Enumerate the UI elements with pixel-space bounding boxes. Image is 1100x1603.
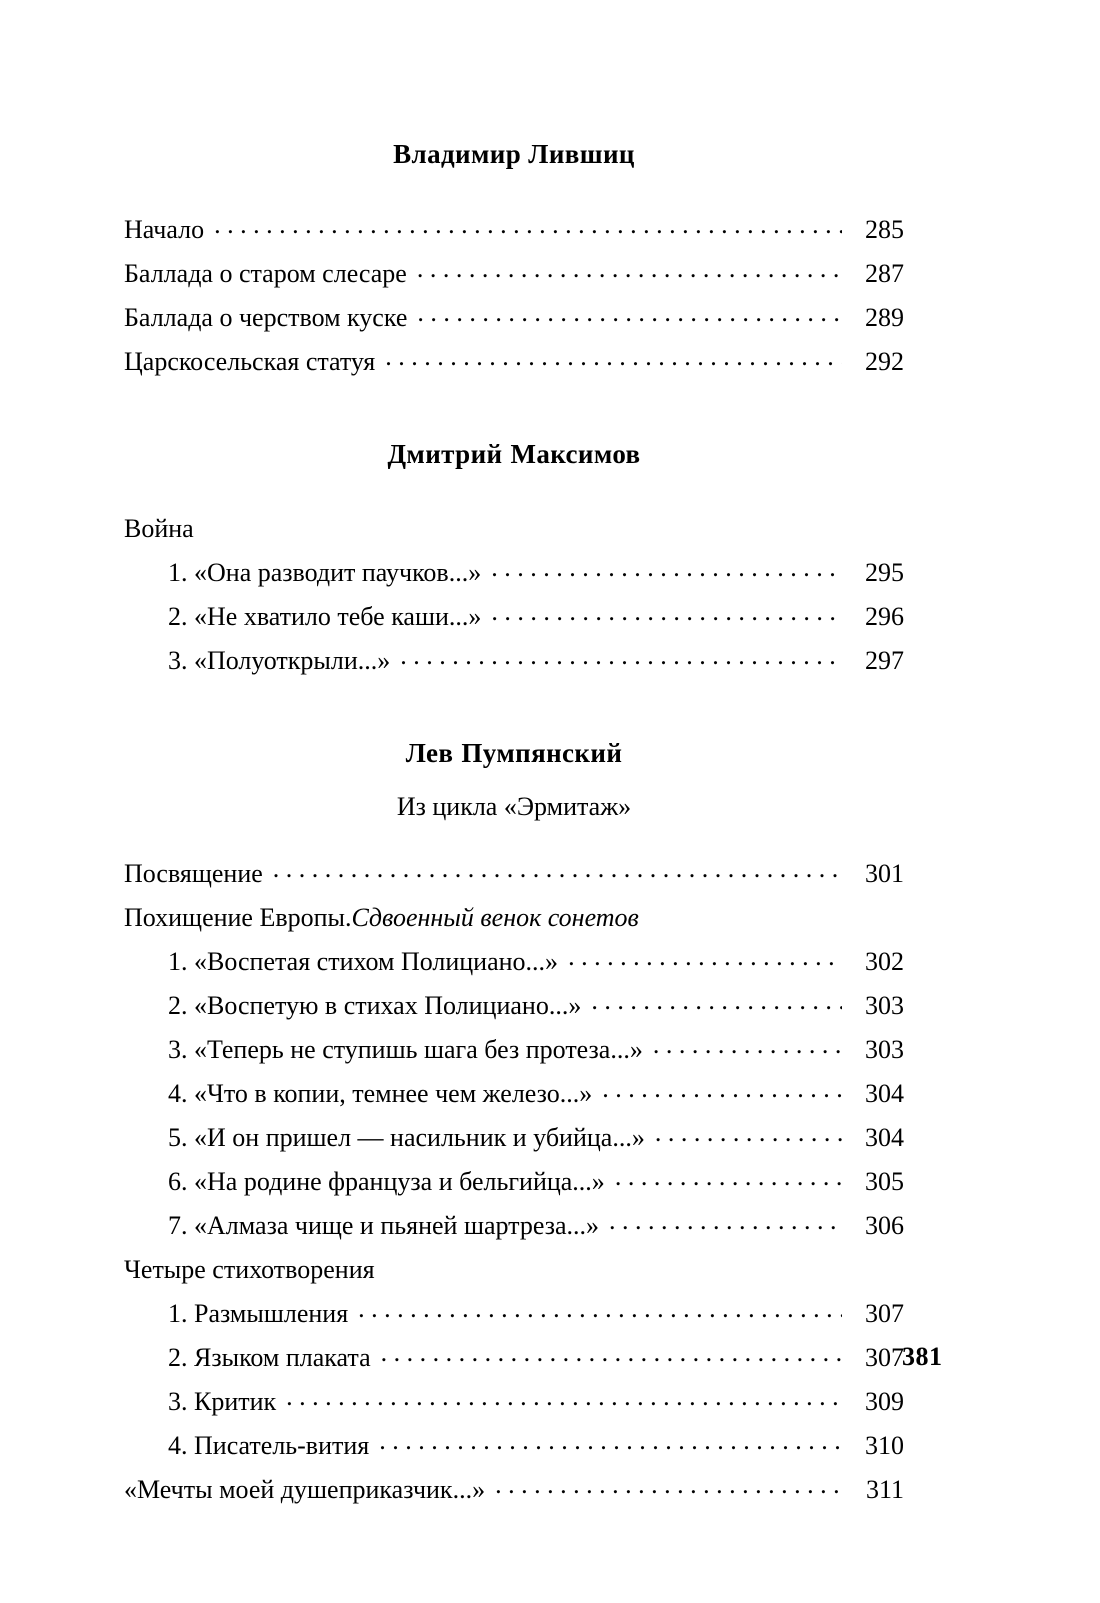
dot-leader	[568, 944, 842, 970]
toc-entry[interactable]	[124, 1468, 904, 1512]
page-folio: 381	[902, 1342, 943, 1371]
toc-entry-title: Война	[124, 514, 194, 544]
toc-entry-page: 287	[865, 258, 904, 288]
author-heading: Лев Пумпянский	[405, 738, 623, 769]
dot-leader	[615, 1164, 842, 1190]
author-heading: Владимир Лившиц	[393, 139, 635, 169]
toc-entry-page: 304	[865, 1122, 904, 1152]
toc-entry-page: 311	[865, 1474, 904, 1504]
toc-entry[interactable]	[124, 896, 904, 940]
toc-entry-page: 305	[865, 1166, 904, 1196]
dot-leader	[273, 856, 842, 882]
toc-entry[interactable]	[124, 1380, 904, 1424]
toc-entry-title: Начало	[124, 214, 205, 244]
toc-entry-title: 3. «Полуоткрыли...»	[168, 646, 391, 676]
toc-entry-title: 2. «Воспетую в стихах Полициано...»	[168, 990, 582, 1020]
toc-entry-page: 304	[865, 1078, 904, 1108]
heading-spacer	[124, 170, 904, 208]
toc-entry[interactable]	[124, 639, 904, 683]
toc-entry[interactable]	[124, 940, 904, 984]
toc-entry[interactable]	[124, 1160, 904, 1204]
toc-entry[interactable]	[124, 340, 904, 384]
toc-entry-page: 309	[865, 1386, 904, 1416]
dot-leader	[655, 1120, 842, 1146]
toc-entry-page: 310	[865, 1430, 904, 1460]
section-spacer	[124, 384, 904, 440]
toc-entry-title: Четыре стихотворения	[124, 1254, 375, 1284]
toc-entry-page: 303	[865, 990, 904, 1020]
toc-entry[interactable]	[124, 1028, 904, 1072]
dot-leader	[495, 1472, 842, 1498]
toc-entry-page: 307	[865, 1342, 904, 1372]
toc-entry-title: 3. «Теперь не ступишь шага без протеза...»	[168, 1034, 643, 1064]
dot-leader	[653, 1032, 842, 1058]
dot-leader	[491, 555, 842, 581]
toc-entry-title: 2. «Не хватило тебе каши...»	[168, 602, 482, 632]
toc-entry-page: 303	[865, 1034, 904, 1064]
toc-entry[interactable]	[124, 507, 904, 551]
dot-leader	[417, 256, 842, 282]
toc-entry[interactable]	[124, 984, 904, 1028]
toc-entry[interactable]	[124, 1204, 904, 1248]
toc-entry-page: 302	[865, 946, 904, 976]
dot-leader	[602, 1076, 842, 1102]
toc-entry[interactable]	[124, 208, 904, 252]
dot-leader	[385, 344, 842, 370]
cycle-title: Из цикла «Эрмитаж»	[396, 792, 632, 822]
toc-entry-subtitle-italic: Сдвоенный венок сонетов	[351, 902, 639, 932]
toc-entry-title: 6. «На родине француза и бельгийца...»	[168, 1166, 605, 1196]
dot-leader	[417, 300, 842, 326]
toc-entry[interactable]	[124, 1072, 904, 1116]
toc-entry-title: Похищение Европы.	[124, 902, 352, 932]
toc-entry-title: Посвящение	[124, 858, 263, 888]
toc-entry-page: 297	[865, 646, 904, 676]
toc-entry[interactable]	[124, 252, 904, 296]
toc-entry[interactable]	[124, 1248, 904, 1292]
toc-entry-title: 3. Критик	[168, 1386, 277, 1416]
toc-entry[interactable]	[124, 1292, 904, 1336]
toc-entry-title: Царскосельская статуя	[124, 346, 376, 376]
toc-entry[interactable]	[124, 551, 904, 595]
toc-entry-title: 4. Писатель-вития	[168, 1430, 370, 1460]
dot-leader	[491, 599, 842, 625]
toc-entry-title: 2. Языком плаката	[168, 1342, 371, 1372]
toc-entry-page: 289	[865, 302, 904, 332]
toc-body	[124, 140, 904, 1512]
dot-leader	[214, 212, 842, 238]
toc-entry-page: 295	[865, 558, 904, 588]
toc-entry-title: 1. «Она разводит паучков...»	[168, 558, 482, 588]
dot-leader	[358, 1296, 842, 1322]
toc-entry[interactable]	[124, 852, 904, 896]
dot-leader	[400, 643, 842, 669]
toc-entry-page: 306	[865, 1210, 904, 1240]
toc-entry[interactable]	[124, 296, 904, 340]
toc-entry[interactable]	[124, 1336, 904, 1380]
toc-entry-title: «Мечты моей душеприказчик...»	[124, 1474, 486, 1504]
toc-entry-title: Баллада о старом слесаре	[124, 258, 407, 288]
dot-leader	[609, 1208, 842, 1234]
cycle-spacer	[124, 769, 904, 793]
heading-spacer	[124, 822, 904, 852]
dot-leader	[286, 1384, 842, 1410]
dot-leader	[381, 1340, 842, 1366]
toc-entry-title: 7. «Алмаза чище и пьяней шартреза...»	[168, 1210, 600, 1240]
heading-spacer	[124, 469, 904, 507]
dot-leader	[379, 1428, 842, 1454]
dot-leader	[591, 988, 842, 1014]
toc-entry-page: 301	[865, 858, 904, 888]
author-heading: Дмитрий Максимов	[387, 438, 641, 469]
toc-entry-title: Баллада о черством куске	[124, 302, 408, 332]
toc-entry-page: 307	[865, 1298, 904, 1328]
toc-entry[interactable]	[124, 1424, 904, 1468]
toc-entry-page: 285	[865, 214, 904, 244]
toc-entry-page: 296	[865, 602, 904, 632]
toc-entry-title: 4. «Что в копии, темнее чем железо...»	[168, 1078, 593, 1108]
section-spacer	[124, 683, 904, 739]
toc-entry-page: 292	[865, 346, 904, 376]
toc-entry-title: 1. Размышления	[168, 1298, 349, 1328]
toc-entry[interactable]	[124, 1116, 904, 1160]
toc-entry-title: 1. «Воспетая стихом Полициано...»	[168, 946, 559, 976]
toc-entry[interactable]	[124, 595, 904, 639]
toc-entry-title: 5. «И он пришел — насильник и убийца...»	[168, 1122, 645, 1152]
